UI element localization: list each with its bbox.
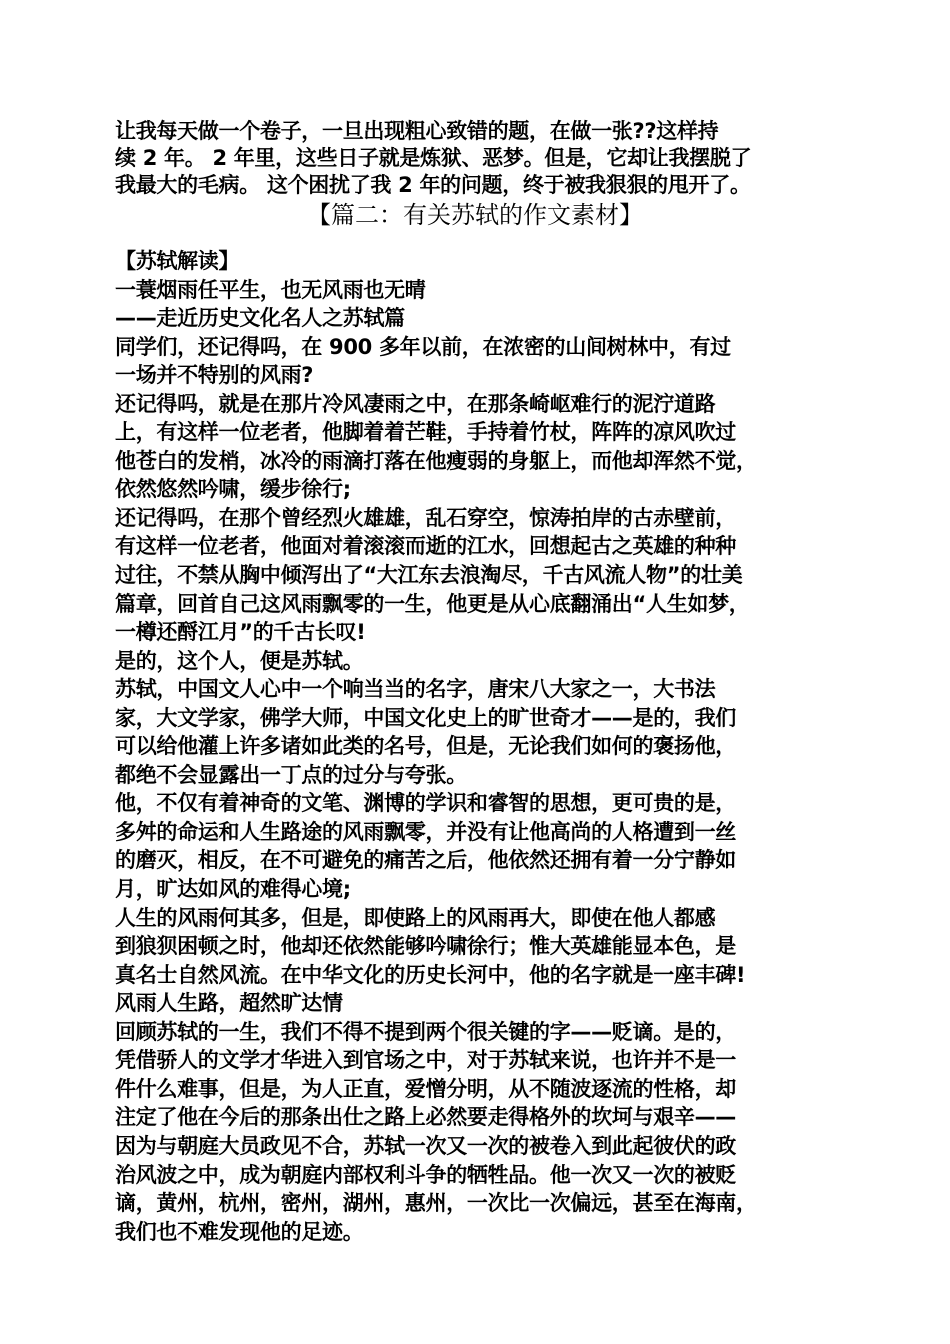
text-line: 依然悠然吟啸，缓步徐行; (115, 477, 351, 502)
text-line: 多舛的命运和人生路途的风雨飘零，并没有让他高尚的人格遭到一丝 (115, 819, 736, 844)
text-line: 谪，黄州，杭州，密州，湖州，惠州，一次比一次偏远，甚至在海南， (115, 1191, 757, 1216)
text-line: 一场并不特别的风雨? (115, 363, 314, 388)
text-line: 治风波之中，成为朝庭内部权利斗争的牺牲品。他一次又一次的被贬 (115, 1162, 736, 1187)
text-line: 都绝不会显露出一丁点的过分与夸张。 (115, 762, 467, 787)
text-line: 苏轼，中国文人心中一个响当当的名字，唐宋八大家之一，大书法 (115, 677, 716, 702)
text-line: 他苍白的发梢，冰冷的雨滴打落在他瘦弱的身躯上，而他却浑然不觉， (115, 448, 757, 473)
text-line: 因为与朝庭大员政见不合，苏轼一次又一次的被卷入到此起彼伏的政 (115, 1133, 736, 1158)
text-line: 我们也不难发现他的足迹。 (115, 1219, 364, 1244)
text-line: 他，不仅有着神奇的文笔、渊博的学识和睿智的思想，更可贵的是， (115, 791, 736, 816)
text-line: 的磨灭，相反，在不可避免的痛苦之后，他依然还拥有着一分宁静如 (115, 848, 736, 873)
text-line: 风雨人生路，超然旷达情 (115, 991, 343, 1016)
text-line: 我最大的毛病。 这个困扰了我 2 年的问题，终于被我狠狠的甩开了。 (115, 173, 751, 197)
text-line: 续 2 年。 2 年里，这些日子就是炼狱、恶梦。但是，它却让我摆脱了 (115, 146, 752, 170)
text-line: 是的，这个人，便是苏轼。 (115, 648, 364, 673)
text-line: 可以给他灌上许多诸如此类的名号，但是，无论我们如何的褒扬他， (115, 734, 736, 759)
body-text (115, 247, 855, 1246)
text-line: 一蓑烟雨任平生，也无风雨也无晴 (115, 277, 426, 302)
text-line: 还记得吗，在那个曾经烈火雄雄，乱石穿空，惊涛拍岸的古赤壁前， (115, 505, 736, 530)
text-line: 有这样一位老者，他面对着滚滚而逝的江水，回想起古之英雄的种种 (115, 534, 736, 559)
text-line: 回顾苏轼的一生，我们不得不提到两个很关键的字——贬谪。是的， (115, 1019, 736, 1044)
text-line: 一樽还酹江月”的千古长叹! (115, 620, 366, 645)
text-line: 【苏轼解读】 (115, 249, 240, 273)
text-line: 上，有这样一位老者，他脚着着芒鞋，手持着竹杖，阵阵的凉风吹过 (115, 420, 736, 445)
intro-paragraph (115, 118, 855, 199)
text-line: 真名士自然风流。在中华文化的历史长河中，他的名字就是一座丰碑! (115, 962, 746, 987)
text-line: 人生的风雨何其多，但是，即使路上的风雨再大，即使在他人都感 (115, 905, 716, 930)
text-line: 注定了他在今后的那条出仕之路上必然要走得格外的坎坷与艰辛—— (115, 1105, 736, 1130)
text-line: 篇章，回首自己这风雨飘零的一生，他更是从心底翻涌出“人生如梦， (115, 591, 750, 616)
text-line: 凭借骄人的文学才华进入到官场之中，对于苏轼来说，也许并不是一 (115, 1048, 736, 1073)
text-line: 同学们，还记得吗，在 900 多年以前，在浓密的山间树林中，有过 (115, 334, 731, 359)
text-line: 月，旷达如风的难得心境; (115, 877, 351, 902)
text-line: ——走近历史文化名人之苏轼篇 (115, 306, 405, 331)
section-heading: 【篇二：有关苏轼的作文素材】 (307, 201, 643, 229)
text-line: 让我每天做一个卷子，一旦出现粗心致错的题，在做一张??这样持 (115, 119, 719, 143)
text-line: 过往，不禁从胸中倾泻出了“大江东去浪淘尽，千古风流人物”的壮美 (115, 563, 743, 588)
text-line: 到狼狈困顿之时，他却还依然能够吟啸徐行；惟大英雄能显本色，是 (115, 934, 736, 959)
text-line: 件什么难事，但是，为人正直，爱憎分明，从不随波逐流的性格，却 (115, 1076, 736, 1101)
text-line: 还记得吗，就是在那片冷风凄雨之中，在那条崎岖难行的泥泞道路 (115, 391, 716, 416)
text-line: 家，大文学家，佛学大师，中国文化史上的旷世奇才——是的，我们 (115, 705, 736, 730)
